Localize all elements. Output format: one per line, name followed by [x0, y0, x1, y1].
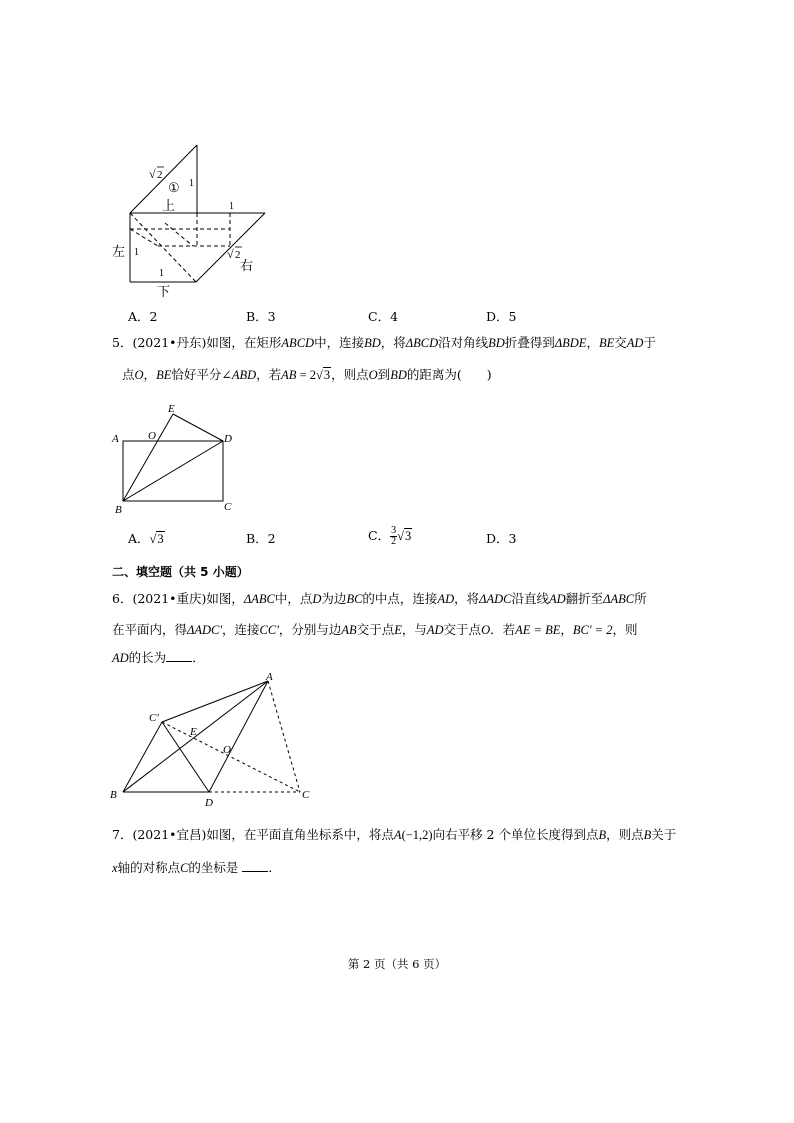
q5-line-ed — [173, 414, 223, 441]
fig4-dash-7 — [130, 229, 158, 246]
q5-text: ， — [143, 367, 157, 382]
q5-var: BE — [598, 336, 615, 350]
fig4-shang: 上 — [162, 198, 176, 213]
q5-number: 5． — [112, 335, 133, 350]
q5-var: O — [368, 368, 378, 382]
q6-text: 交于点 — [443, 622, 482, 637]
fig4-sqrt2-right-sign: √ — [227, 247, 234, 261]
fig4-xia: 下 — [157, 284, 171, 299]
q5-text: 到 — [377, 367, 391, 382]
q5-var: BD — [390, 368, 407, 382]
q5-option-a-sqrt: √3 — [149, 532, 164, 546]
q5-source: (2021•丹东) — [132, 335, 207, 350]
q6-text: 的长为 — [128, 650, 167, 665]
q5-option-a — [128, 530, 165, 548]
q5-line-be — [123, 414, 173, 501]
q7-var: B — [598, 828, 607, 842]
q5-text: 恰好平分∠ — [171, 367, 232, 382]
q6-var: AB — [341, 623, 357, 637]
fig4-you: 右 — [240, 258, 254, 273]
q5-label-c: C — [224, 501, 232, 513]
q6-label-c1: C' — [149, 712, 159, 724]
q6-var: BC — [346, 592, 363, 606]
q7-answer-blank[interactable] — [242, 859, 268, 872]
q5-sqrt-rad: 3 — [323, 368, 331, 382]
q6-var: BC' = 2 — [572, 623, 613, 637]
q5-line-2 — [122, 366, 492, 384]
q5-var: ABD — [231, 368, 257, 382]
q6-text: 如图， — [206, 591, 244, 606]
q6-figure — [105, 670, 325, 810]
q5-var: ABCD — [281, 336, 315, 350]
q6-answer-blank[interactable] — [166, 649, 192, 662]
fig4-sqrt2-top: 2 — [157, 169, 163, 181]
q5-option-a-rad: 3 — [157, 532, 164, 546]
q5-option-c-frac — [390, 526, 397, 547]
q7-number: 7． — [112, 827, 133, 842]
q5-text: ，若 — [256, 367, 282, 382]
q5-var: BD — [364, 336, 381, 350]
q6-text: 翻折至 — [565, 591, 604, 606]
q5-option-a-prefix: A． — [128, 531, 150, 546]
q5-option-c-num: 3 — [391, 525, 397, 536]
q6-var: O — [481, 623, 491, 637]
fig4-one-vert: 1 — [189, 178, 194, 189]
q5-var: BD — [488, 336, 505, 350]
q6-line-ad — [209, 681, 268, 792]
page-footer: 第 2 页（共 6 页） — [347, 957, 447, 971]
q7-text: 向右平移 2 个单位长度得到点 — [432, 827, 599, 842]
q6-text: ，分别与边 — [278, 622, 342, 637]
q6-label-a: A — [266, 671, 273, 683]
q6-var: ΔADC — [479, 592, 512, 606]
fig4-one-bottom: 1 — [159, 268, 164, 279]
q7-text: 的坐标是 — [188, 860, 239, 875]
q5-option-c-sqrt: √3 — [397, 529, 412, 543]
q5-option-c-den: 2 — [391, 536, 397, 547]
q5-text: 中，连接 — [314, 335, 365, 350]
q5-var: AB — [281, 368, 297, 382]
q6-var: CC' — [259, 623, 279, 637]
q5-text: 点 — [122, 367, 135, 382]
fig4-zuo: 左 — [112, 244, 126, 259]
q7-text: 关于 — [651, 827, 677, 842]
q5-label-d: D — [224, 433, 232, 445]
q7-var: x — [112, 861, 118, 875]
q6-dash-c1c — [162, 722, 300, 792]
q5-label-e: E — [168, 403, 175, 415]
section-2-title: 二、填空题（共 5 小题） — [112, 565, 249, 579]
q5-text: 于 — [643, 335, 656, 350]
q5-text: ，将 — [380, 335, 406, 350]
q7-source: (2021•宜昌) — [132, 827, 207, 842]
q7-line-1 — [112, 826, 676, 844]
q7-var: B — [643, 828, 652, 842]
q5-var: O — [134, 368, 144, 382]
q4-option-d: D．5 — [486, 309, 517, 324]
q5-text: 如图，在矩形 — [206, 335, 282, 350]
q5-sqrt: √3 — [316, 368, 331, 382]
q6-text: 在平面内，得 — [112, 622, 188, 637]
q5-text: 的距离为( ) — [406, 367, 492, 382]
fig4-sqrt2-top-sign: √ — [149, 167, 156, 181]
q5-label-o: O — [148, 430, 156, 442]
q7-line-2 — [112, 859, 281, 877]
q7-text: ． — [268, 860, 281, 875]
q4-option-b: B．3 — [246, 309, 276, 324]
q5-option-c-prefix: C． — [368, 528, 391, 543]
q6-text: 为边 — [321, 591, 347, 606]
q6-text: ，连接 — [222, 622, 260, 637]
fig4-sqrt2-right: 2 — [235, 249, 241, 261]
q6-label-b: B — [110, 789, 117, 801]
q6-var: AD — [437, 592, 455, 606]
q6-text: ．若 — [490, 622, 516, 637]
q5-option-b: B．2 — [246, 531, 276, 546]
q5-figure — [110, 400, 250, 520]
q5-line-1 — [112, 334, 656, 352]
q6-var: D — [312, 592, 322, 606]
fig4-dash-6 — [165, 223, 193, 246]
q6-text: ， — [560, 622, 573, 637]
q6-text: 所 — [634, 591, 647, 606]
fig4-one-top-right: 1 — [229, 201, 234, 212]
q5-option-c — [368, 526, 412, 547]
q7-text: ，则点 — [606, 827, 644, 842]
q5-label-a: A — [112, 433, 119, 445]
q6-number: 6． — [112, 591, 133, 606]
q7-coord: (−1,2) — [401, 828, 433, 842]
q7-text: 轴的对称点 — [117, 860, 181, 875]
q7-var: A — [393, 828, 402, 842]
q6-text: ，则 — [612, 622, 638, 637]
q5-text: ，则点 — [331, 367, 369, 382]
q6-text: 的中点，连接 — [362, 591, 438, 606]
q6-var: E — [394, 623, 402, 637]
q6-label-o: O — [223, 744, 231, 756]
q5-var: BE — [156, 368, 172, 382]
q6-text: ． — [192, 650, 205, 665]
q6-line-bc1 — [123, 722, 162, 792]
q5-option-c-rad: 3 — [404, 529, 412, 543]
q6-text: 交于点 — [356, 622, 395, 637]
q5-text: 沿对角线 — [438, 335, 489, 350]
q6-var: ΔABC — [603, 592, 635, 606]
q6-var: AE = BE — [515, 623, 561, 637]
q5-text: 交 — [614, 335, 627, 350]
q6-var: ΔADC' — [187, 623, 223, 637]
q5-text: ， — [586, 335, 599, 350]
q6-label-d: D — [205, 797, 213, 809]
q6-text: 沿直线 — [511, 591, 549, 606]
q7-var: C — [180, 861, 189, 875]
q6-var: AD — [426, 623, 444, 637]
fig4-one-left: 1 — [134, 247, 139, 258]
q5-text: 折叠得到 — [504, 335, 555, 350]
q6-dash-ac — [268, 681, 300, 792]
q5-var: ΔBDE — [554, 336, 587, 350]
q6-label-e: E — [190, 726, 197, 738]
q6-var: AD — [112, 651, 129, 665]
fig4-circ1: ① — [168, 180, 180, 195]
q4-option-c: C．4 — [368, 309, 399, 324]
q5-var: ΔBCD — [405, 336, 439, 350]
q7-text: 如图，在平面直角坐标系中，将点 — [206, 827, 394, 842]
q6-line-2 — [112, 621, 637, 639]
q4-figure — [110, 140, 280, 300]
q6-line-3 — [112, 649, 205, 667]
q5-label-b: B — [115, 504, 122, 516]
q6-line-c1a — [162, 681, 268, 722]
q6-var: AD — [548, 592, 566, 606]
q5-var: AD — [626, 336, 644, 350]
q6-source: (2021•重庆) — [132, 591, 207, 606]
q6-text: 中，点 — [274, 591, 313, 606]
q6-text: ，将 — [454, 591, 480, 606]
q5-option-d: D．3 — [486, 531, 517, 546]
q6-text: ，与 — [401, 622, 427, 637]
q6-label-c: C — [302, 789, 310, 801]
q5-diag-bd — [123, 441, 223, 501]
q6-var: ΔABC — [243, 592, 275, 606]
q5-eq: = 2 — [296, 368, 316, 382]
q6-line-1 — [112, 590, 647, 608]
q4-option-a: A．2 — [128, 309, 158, 324]
